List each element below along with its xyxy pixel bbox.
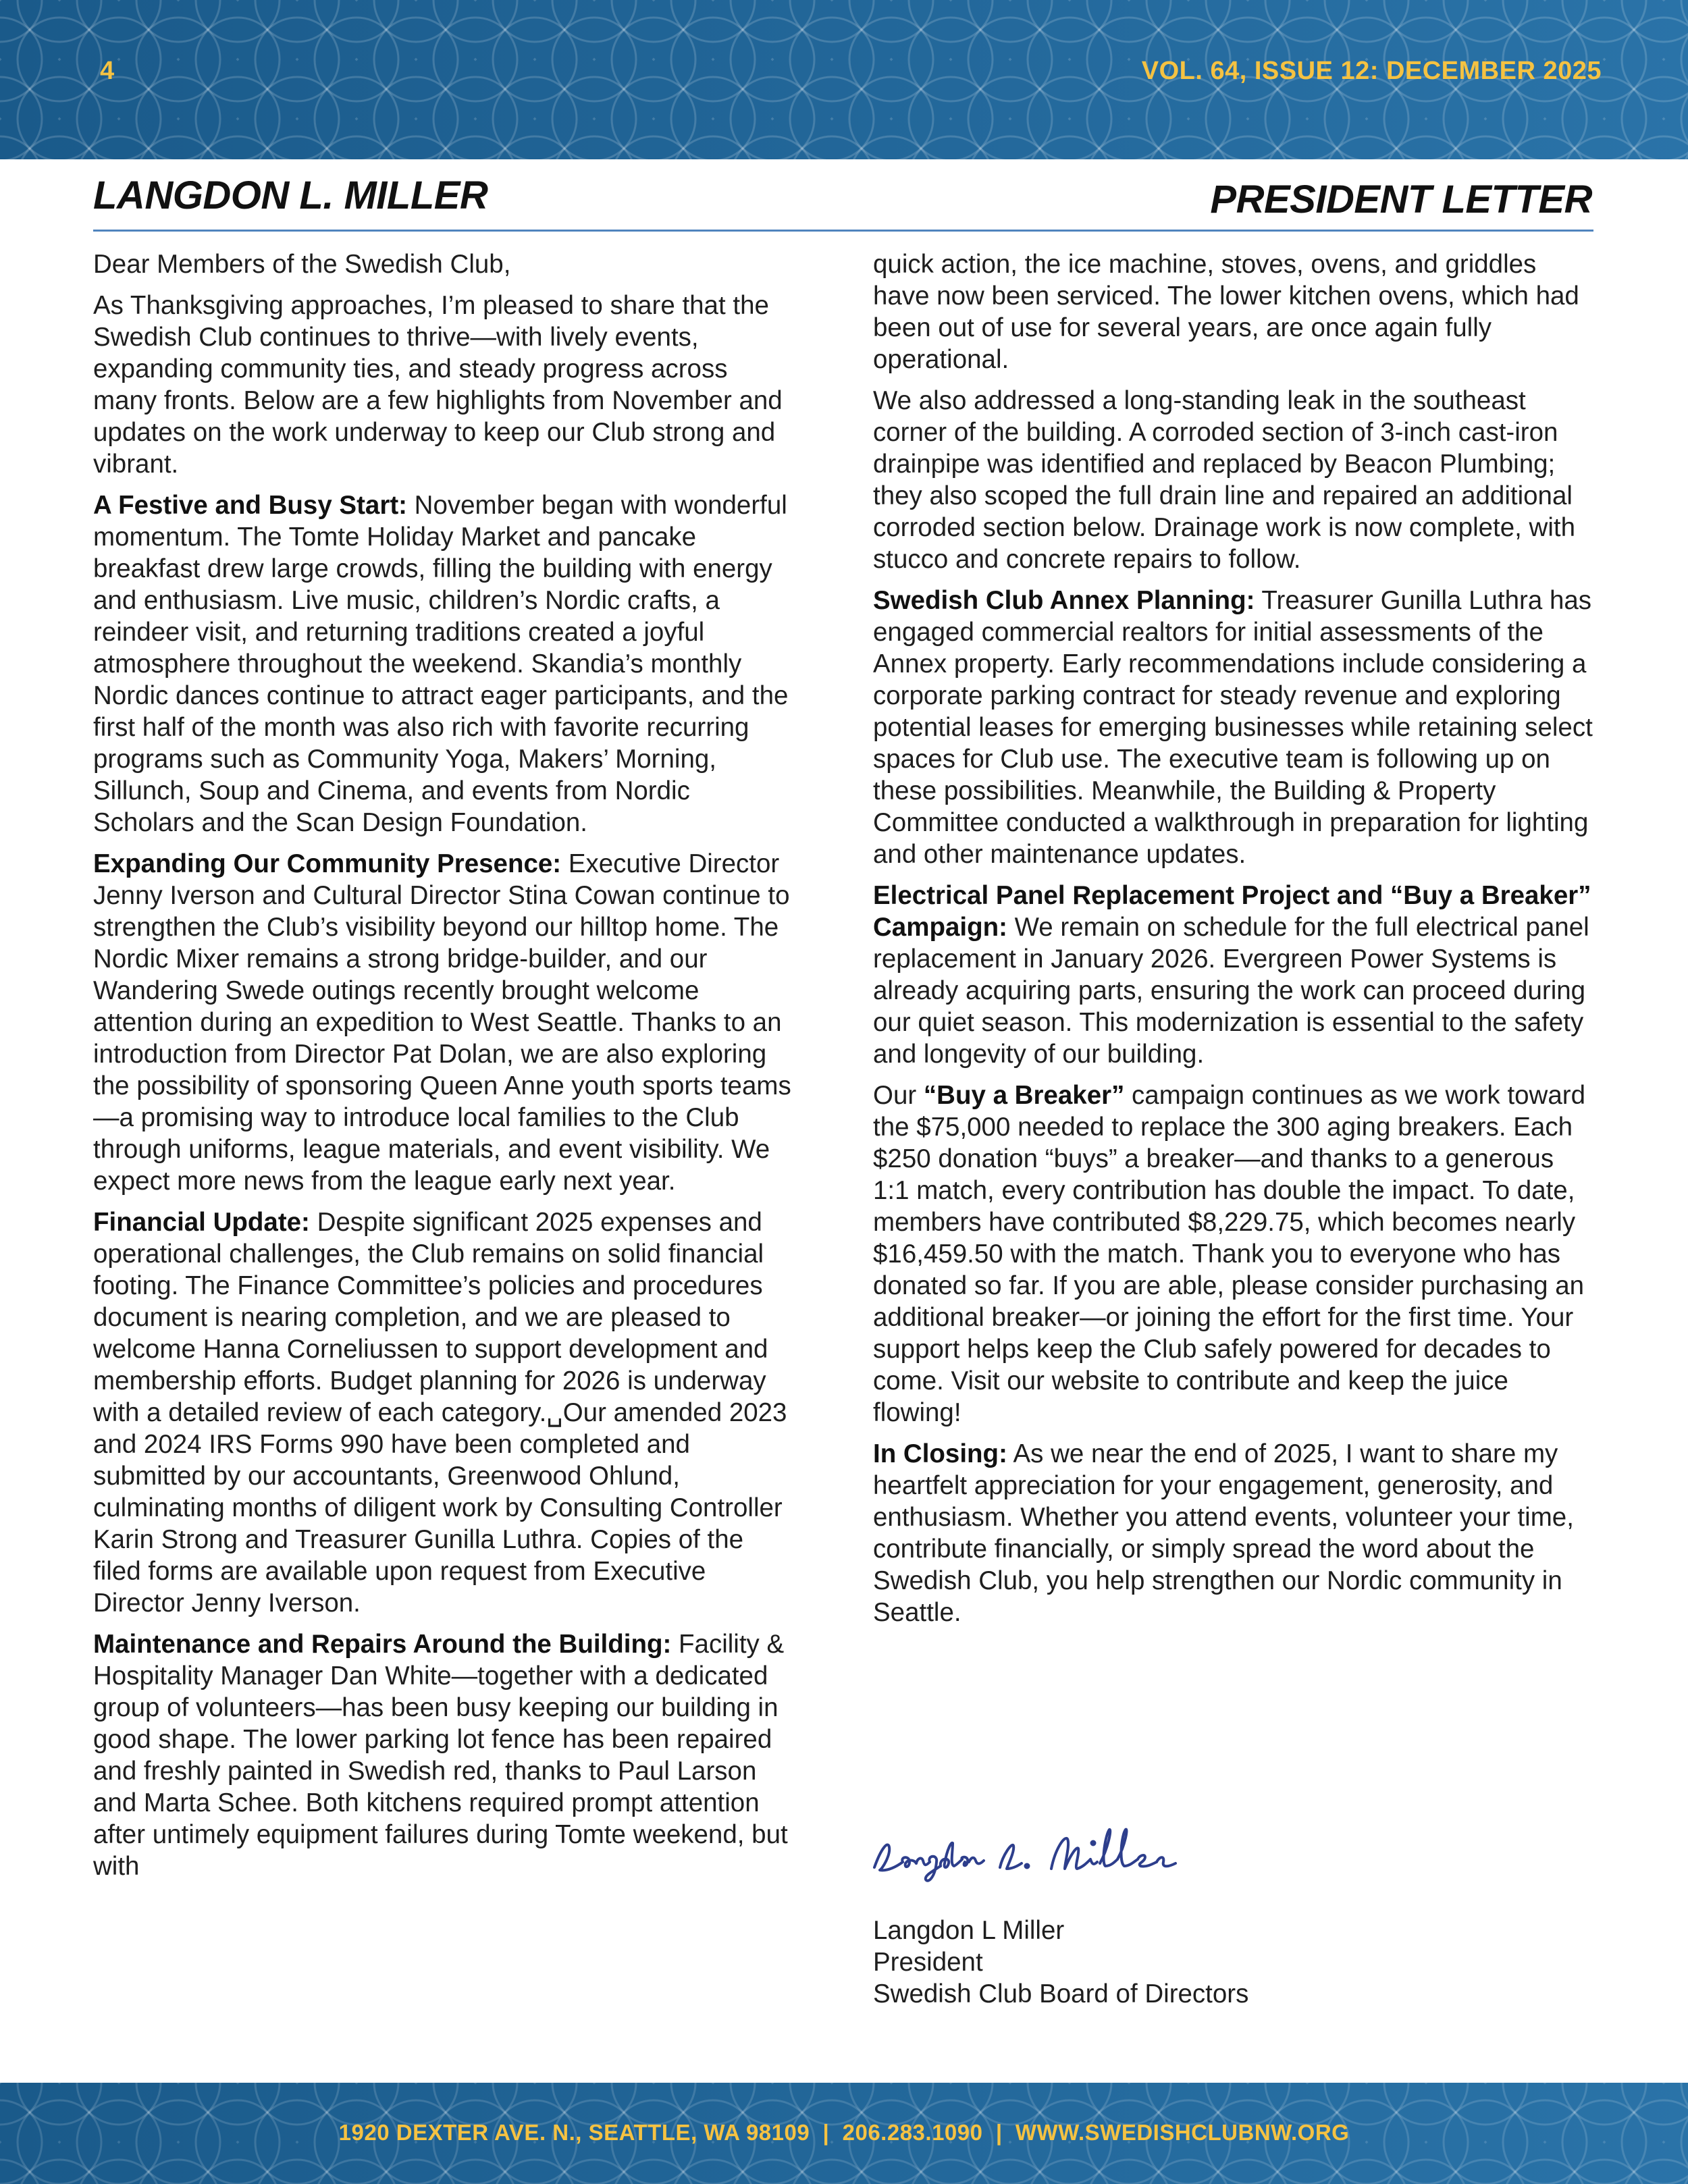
- financial-paragraph: [93, 1206, 795, 1619]
- section-heading: PRESIDENT LETTER: [1210, 178, 1592, 221]
- annex-paragraph: [873, 585, 1595, 870]
- closing-paragraph: [873, 1438, 1595, 1628]
- financial-body: Despite significant 2025 expenses and operational challenges, the Club remains on solid financial footing. The Finance Committee’s policies and procedures document is nearing completion, and we are pleased to welcome Hanna Corneliussen to support development and membership efforts. Budget planning for 2026 is underway with a detailed review of each category.␣Our amended 2023 and 2024 IRS Forms 990 have been completed and submitted by our accountants, Greenwood Ohlund, culminating months of diligent work by Consulting Controller Karin Strong and Treasurer Gunilla Luthra. Copies of the filed forms are available upon request from Executive Director Jenny Iverson.: [93, 1208, 787, 1618]
- signer-role: President: [873, 1948, 983, 1977]
- signer-organization: Swedish Club Board of Directors: [873, 1979, 1249, 2008]
- electrical-heading: Electrical Panel Replacement Project and “Buy a Breaker” Campaign:: [873, 881, 1591, 942]
- electrical-body: We remain on schedule for the full electrical panel replacement in January 2026. Evergreen Power Systems is already acquiring parts, ensuring the work can proceed during our quiet season. This modernization is essential to the safety and longevity of our building.: [873, 913, 1589, 1069]
- financial-heading: Financial Update:: [93, 1208, 310, 1237]
- maintenance-heading: Maintenance and Repairs Around the Building:: [93, 1630, 672, 1659]
- festive-body: November began with wonderful momentum. The Tomte Holiday Market and pancake breakfast drew large crowds, filling the building with energy and enthusiasm. Live music, children’s Nordic crafts, a reindeer visit, and returning traditions created a joyful atmosphere throughout the weekend. Skandia’s monthly Nordic dances continue to attract eager participants, and the first half of the month was also rich with favorite recurring programs such as Community Yoga, Makers’ Morning, Sillunch, Soup and Cinema, and events from Nordic Scholars and the Scan Design Foundation.: [93, 491, 789, 837]
- breaker-heading: “Buy a Breaker”: [923, 1081, 1125, 1110]
- annex-body: Treasurer Gunilla Luthra has engaged commercial realtors for initial assessments of the Annex property. Early recommendations include considering a corporate parking contract for steady revenue and exploring potential leases for emerging businesses while retaining select spaces for Club use. The executive team is following up on these possibilities. Meanwhile, the Building & Property Committee conducted a walkthrough in preparation for lighting and other maintenance updates.: [873, 586, 1593, 869]
- signer-name: Langdon L Miller: [873, 1916, 1065, 1945]
- issue-label: VOL. 64, ISSUE 12: DECEMBER 2025: [1141, 57, 1602, 85]
- left-column: [93, 248, 795, 1892]
- breaker-prefix: Our: [873, 1081, 924, 1110]
- breaker-paragraph: [873, 1080, 1595, 1429]
- breaker-body: campaign continues as we work toward the $75,000 needed to replace the 300 aging breakers. Each $250 donation “buys” a breaker—and thanks to a generous 1:1 match, every contribution has double the impact. To date, members have contributed $8,229.75, which becomes nearly $16,459.50 with the match. Thank you to everyone who has donated so far. If you are able, please consider purchasing an additional breaker—or joining the effort for the first time. Your support helps keep the Club safely powered for decades to come. Visit our website to contribute and keep the juice flowing!: [873, 1081, 1586, 1427]
- right-column: [873, 248, 1595, 1638]
- author-heading: LANGDON L. MILLER: [93, 174, 488, 217]
- closing-body: As we near the end of 2025, I want to share my heartfelt appreciation for your engagement, generosity, and enthusiasm. Whether you attend events, volunteer your time, contribute financially, or simply spread the word about the Swedish Club, you help strengthen our Nordic community in Seattle.: [873, 1439, 1574, 1627]
- community-body: Executive Director Jenny Iverson and Cultural Director Stina Cowan continue to strengthen the Club’s visibility beyond our hilltop home. The Nordic Mixer remains a strong bridge-builder, and our Wandering Swede outings recently brought welcome attention during an expedition to West Seattle. Thanks to an introduction from Director Pat Dolan, we are also exploring the possibility of sponsoring Queen Anne youth sports teams—a promising way to introduce local families to the Club through uniforms, league materials, and event visibility. We expect more news from the league early next year.: [93, 849, 791, 1196]
- signature-block: [873, 1915, 1248, 2010]
- community-heading: Expanding Our Community Presence:: [93, 849, 562, 878]
- community-paragraph: [93, 848, 795, 1197]
- handwritten-signature: [868, 1815, 1192, 1889]
- festive-paragraph: [93, 489, 795, 838]
- maintenance-paragraph: [93, 1628, 795, 1882]
- salutation: Dear Members of the Swedish Club,: [93, 250, 511, 279]
- footer-contact: 1920 DEXTER AVE. N., SEATTLE, WA 98109 | 206.283.1090 | WWW.SWEDISHCLUBNW.ORG: [338, 2120, 1350, 2145]
- leak-paragraph: We also addressed a long-standing leak in the southeast corner of the building. A corroded section of 3-inch cast-iron drainpipe was identified and replaced by Beacon Plumbing; they also scoped the full drain line and repaired an additional corroded section below. Drainage work is now complete, with stucco and concrete repairs to follow.: [873, 386, 1576, 574]
- festive-heading: A Festive and Busy Start:: [93, 491, 407, 520]
- maintenance-continued: quick action, the ice machine, stoves, ovens, and griddles have now been serviced. The lower kitchen ovens, which had been out of use for several years, are once again fully operational.: [873, 250, 1579, 374]
- title-divider: [93, 230, 1593, 232]
- annex-heading: Swedish Club Annex Planning:: [873, 586, 1255, 615]
- header-band: [0, 0, 1688, 159]
- page-number: 4: [100, 57, 115, 85]
- closing-heading: In Closing:: [873, 1439, 1007, 1468]
- maintenance-body: Facility & Hospitality Manager Dan White—together with a dedicated group of volunteers—has been busy keeping our building in good shape. The lower parking lot fence has been repaired and freshly painted in Swedish red, thanks to Paul Larson and Marta Schee. Both kitchens required prompt attention after untimely equipment failures during Tomte weekend, but with: [93, 1630, 788, 1881]
- electrical-paragraph: [873, 880, 1595, 1070]
- intro-paragraph: As Thanksgiving approaches, I’m pleased to share that the Swedish Club continues to thrive—with lively events, expanding community ties, and steady progress across many fronts. Below are a few highlights from November and updates on the work underway to keep our Club strong and vibrant.: [93, 291, 783, 479]
